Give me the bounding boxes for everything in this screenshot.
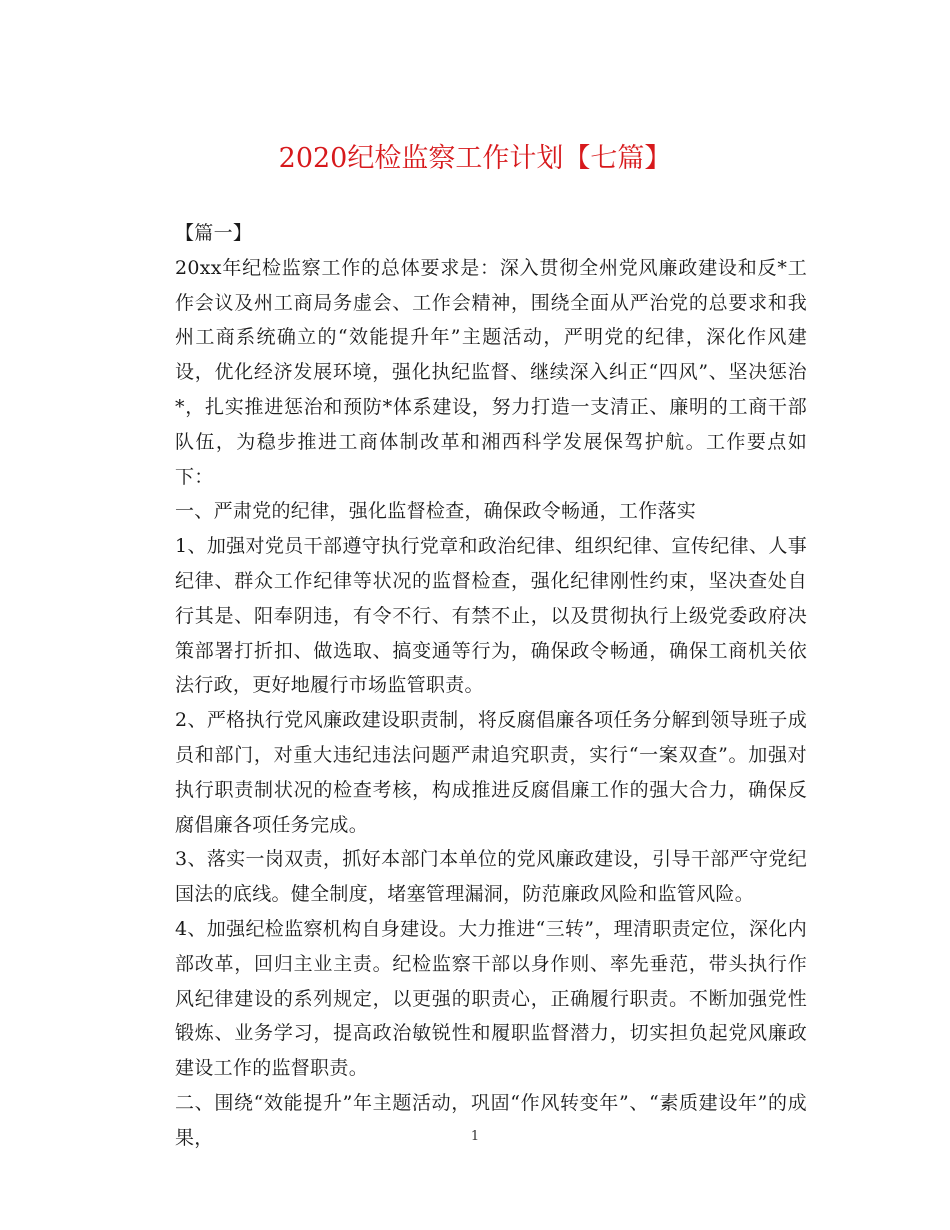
paragraph-item-3: 3、落实一岗双责，抓好本部门本单位的党风廉政建设，引导干部严守党纪国法的底线。健全制度，堵塞管理漏洞，防范廉政风险和监管风险。 [175,848,807,906]
paragraph-item-4: 4、加强纪检监察机构自身建设。大力推进“三转”，理清职责定位，深化内部改革，回归主业主责。纪检监察干部以身作则、率先垂范，带头执行作风纪律建设的系列规定，以更强的职责心，正确履行职责。不断加强党性锻炼、业务学习，提高政治敏锐性和履职监督潜力，切实担负起党风廉政建设工作的监督职责。 [175,917,807,1080]
page-number: 1 [470,1129,480,1144]
paragraph-item-2: 2、严格执行党风廉政建设职责制，将反腐倡廉各项任务分解到领导班子成员和部门，对重大违纪违法问题严肃追究职责，实行“一案双查”。加强对执行职责制状况的检查考核，构成推进反腐倡廉工作的强大合力，确保反腐倡廉各项任务完成。 [175,709,807,836]
document-body [175,216,807,1156]
paragraph-item-1: 1、加强对党员干部遵守执行党章和政治纪律、组织纪律、宣传纪律、人事纪律、群众工作纪律等状况的监督检查，强化纪律刚性约束，坚决查处自行其是、阳奉阴违，有令不行、有禁不止，以及贯彻执行上级党委政府决策部署打折扣、做选取、搞变通等行为，确保政令畅通，确保工商机关依法行政，更好地履行市场监管职责。 [175,535,807,697]
section-heading: 【篇一】 [175,222,253,244]
paragraph-heading-2: 二、围绕“效能提升”年主题活动，巩固“作风转变年”、“素质建设年”的成果， [175,1091,807,1149]
paragraph-overview: 20xx年纪检监察工作的总体要求是：深入贯彻全州党风廉政建设和反*工作会议及州工商局务虚会、工作会精神，围绕全面从严治党的总要求和我州工商系统确立的“效能提升年”主题活动，严明党的纪律，深化作风建设，优化经济发展环境，强化执纪监督、继续深入纠正“四风”、坚决惩治*，扎实推进惩治和预防*体系建设，努力打造一支清正、廉明的工商干部队伍，为稳步推进工商体制改革和湘西科学发展保驾护航。工作要点如下： [175,256,807,488]
paragraph-heading-1: 一、严肃党的纪律，强化监督检查，确保政令畅通，工作落实 [175,500,697,523]
document-title: 2020纪检监察工作计划【七篇】 [278,143,672,174]
